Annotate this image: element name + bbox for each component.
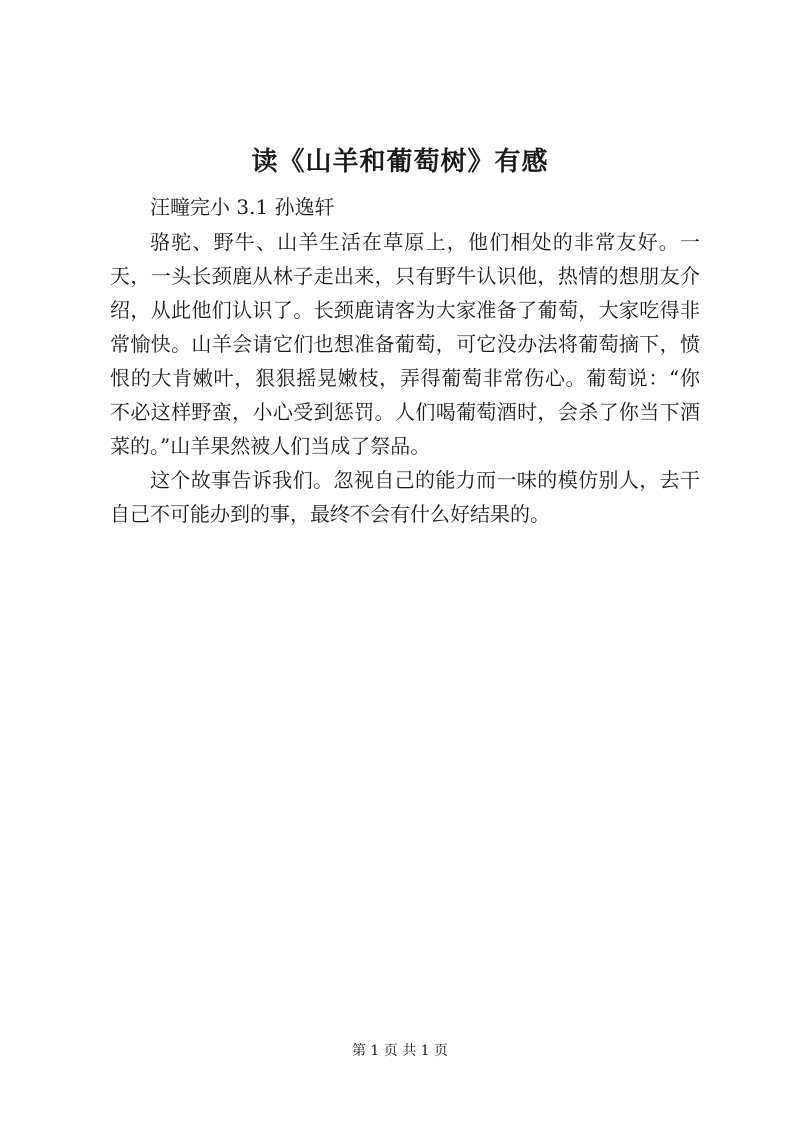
document-body [110,190,700,531]
paragraph-1: 骆驼、野牛、山羊生活在草原上，他们相处的非常友好。一天，一头长颈鹿从林子走出来，只有野牛认识他，热情的想朋友介绍，从此他们认识了。长颈鹿请客为大家准备了葡萄，大家吃得非常愉快。山羊会请它们也想准备葡萄，可它没办法将葡萄摘下，愤恨的大肯嫩叶，狠狠摇晃嫩枝，弄得葡萄非常伤心。葡萄说：“你不必这样野蛮，小心受到惩罚。人们喝葡萄酒时，会杀了你当下酒菜的。”山羊果然被人们当成了祭品。 [110,230,700,458]
author-line: 汪疃完小 3.1 孙逸轩 [150,195,335,219]
document-title: 读《山羊和葡萄树》有感 [251,147,549,177]
page-number-footer: 第 1 页 共 1 页 [351,1043,449,1059]
paragraph-2: 这个故事告诉我们。忽视自己的能力而一味的模仿别人，去干自己不可能办到的事，最终不会有什么好结果的。 [110,468,700,526]
